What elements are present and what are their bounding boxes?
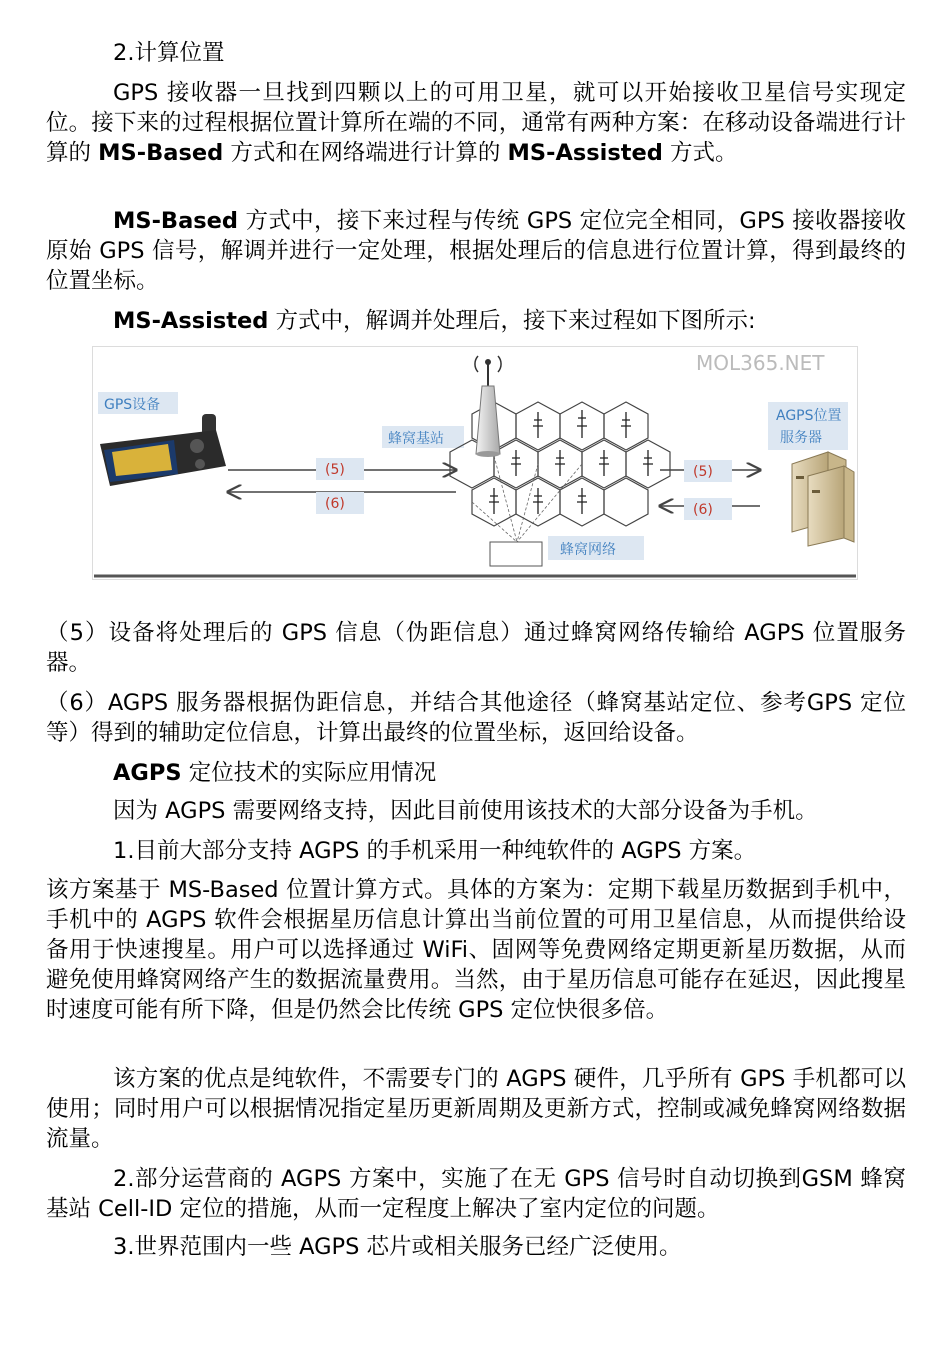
step-5-paragraph: （5）设备将处理后的 GPS 信息（伪距信息）通过蜂窝网络传输给 AGPS 位置服务器。	[46, 620, 906, 676]
network-box	[490, 542, 542, 566]
agps-server-label: AGPS位置 服务器	[776, 408, 842, 446]
diagram-watermark: MOL365.NET	[696, 351, 825, 375]
paragraph-intro: GPS 接收器一旦找到四颗以上的可用卫星，就可以开始接收卫星信号实现定位。接下来的过程根据位置计算所在端的不同，通常有两种方案：在移动设备端进行计算的 MS-Based 方式和在网络端进行计算的 MS-Assisted 方式。	[46, 80, 906, 166]
arrow-5-right-label: (5)	[693, 464, 713, 480]
term-ms-assisted: MS-Assisted	[507, 140, 663, 166]
step-6-paragraph: （6）AGPS 服务器根据伪距信息，并结合其他途径（蜂窝基站定位、参考GPS 定位等）得到的辅助定位信息，计算出最终的位置坐标，返回给设备。	[46, 690, 906, 746]
arrow-6-right-label: (6)	[693, 502, 713, 518]
application-intro: 因为 AGPS 需要网络支持，因此目前使用该技术的大部分设备为手机。	[113, 798, 818, 824]
application-item-3: 3.世界范围内一些 AGPS 芯片或相关服务已经广泛使用。	[113, 1234, 682, 1260]
cell-station-label: 蜂窝基站	[388, 431, 444, 447]
application-item-1: 1.目前大部分支持 AGPS 的手机采用一种纯软件的 AGPS 方案。	[113, 838, 757, 864]
cell-network-label: 蜂窝网络	[560, 542, 616, 558]
application-title: AGPS 定位技术的实际应用情况	[113, 760, 437, 786]
application-software-scheme: 该方案基于 MS-Based 位置计算方式。具体的方案为：定期下载星历数据到手机中，手机中的 AGPS 软件会根据星历信息计算出当前位置的可用卫星信息，从而提供给设备用于快速搜星。用户可以选择通过 WiFi、固网等免费网络定期更新星历数据，从而避免使用蜂窝网络产生的数据流量费用。当然，由于星历信息可能存在延迟，因此搜星时速度可能有所下降，但是仍然会比传统 GPS 定位快很多倍。	[46, 877, 906, 1023]
agps-diagram	[92, 346, 858, 582]
arrow-5-left-label: (5)	[325, 462, 345, 478]
paragraph-ms-based: MS-Based 方式中，接下来过程与传统 GPS 定位完全相同，GPS 接收器接收原始 GPS 信号，解调并进行一定处理，根据处理后的信息进行位置计算，得到最终的位置坐标。	[46, 208, 907, 294]
term-ms-based: MS-Based	[98, 140, 224, 166]
section-title: 2.计算位置	[113, 40, 225, 66]
term-ms-based: MS-Based	[113, 208, 239, 234]
term-agps: AGPS	[113, 760, 182, 786]
paragraph-ms-assisted: MS-Assisted 方式中，解调并处理后，接下来过程如下图所示:	[113, 308, 756, 334]
arrow-6-left-label: (6)	[325, 496, 345, 512]
application-item-2: 2.部分运营商的 AGPS 方案中，实施了在无 GPS 信号时自动切换到GSM 蜂窝基站 Cell-ID 定位的措施，从而一定程度上解决了室内定位的问题。	[46, 1166, 906, 1222]
gps-device-label: GPS设备	[104, 397, 161, 413]
application-advantages: 该方案的优点是纯软件，不需要专门的 AGPS 硬件，几乎所有 GPS 手机都可以使用；同时用户可以根据情况指定星历更新周期及更新方式，控制或减免蜂窝网络数据流量。	[46, 1066, 906, 1152]
term-ms-assisted: MS-Assisted	[113, 308, 269, 334]
